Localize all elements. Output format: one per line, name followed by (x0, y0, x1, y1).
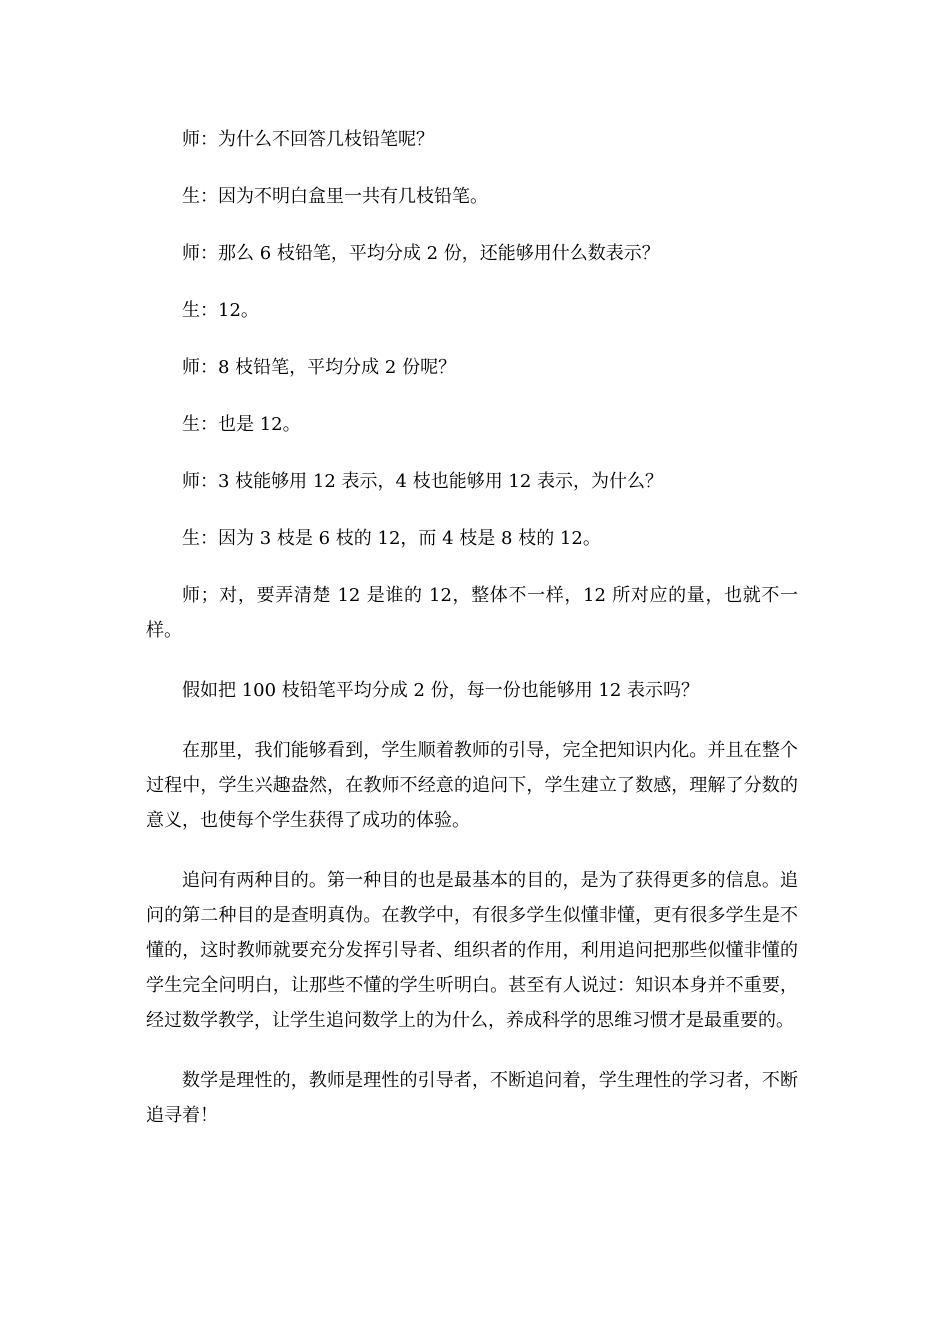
dialogue-line: 师：8 枝铅笔，平均分成 2 份呢？ (182, 357, 457, 378)
dialogue-line: 师：那么 6 枝铅笔，平均分成 2 份，还能够用什么数表示？ (182, 243, 660, 264)
body-paragraph: 在那里，我们能够看到，学生顺着教师的引导，完全把知识内化。并且在整个过程中，学生兴趣盎然，在教师不经意的追问下，学生建立了数感，理解了分数的意义，也使每个学生获得了成功的体验。 (146, 740, 798, 831)
dialogue-line: 师；对，要弄清楚 12 是谁的 12，整体不一样，12 所对应的量，也就不一样。 (146, 585, 798, 641)
dialogue-line: 生：因为 3 枝是 6 枝的 12，而 4 枝是 8 枝的 12。 (182, 528, 601, 549)
dialogue-line: 师：为什么不回答几枝铅笔呢？ (182, 129, 434, 150)
dialogue-line: 假如把 100 枝铅笔平均分成 2 份，每一份也能够用 12 表示吗？ (182, 680, 700, 701)
dialogue-line: 师：3 枝能够用 12 表示，4 枝也能够用 12 表示，为什么？ (182, 471, 664, 492)
body-paragraph: 追问有两种目的。第一种目的也是最基本的目的，是为了获得更多的信息。追问的第二种目的是查明真伪。在教学中，有很多学生似懂非懂，更有很多学生是不懂的，这时教师就要充分发挥引导者、组织者的作用，利用追问把那些似懂非懂的学生完全问明白，让那些不懂的学生听明白。甚至有人说过：知识本身并不重要，经过数学教学，让学生追问数学上的为什么，养成科学的思维习惯才是最重要的。 (146, 870, 798, 1031)
body-paragraph: 数学是理性的，教师是理性的引导者，不断追问着，学生理性的学习者，不断追寻着！ (146, 1070, 798, 1126)
document-body (146, 122, 798, 1133)
dialogue-line: 生：也是 12。 (182, 414, 301, 435)
dialogue-line: 生：12。 (182, 300, 259, 321)
dialogue-line: 生：因为不明白盒里一共有几枝铅笔。 (182, 186, 488, 207)
